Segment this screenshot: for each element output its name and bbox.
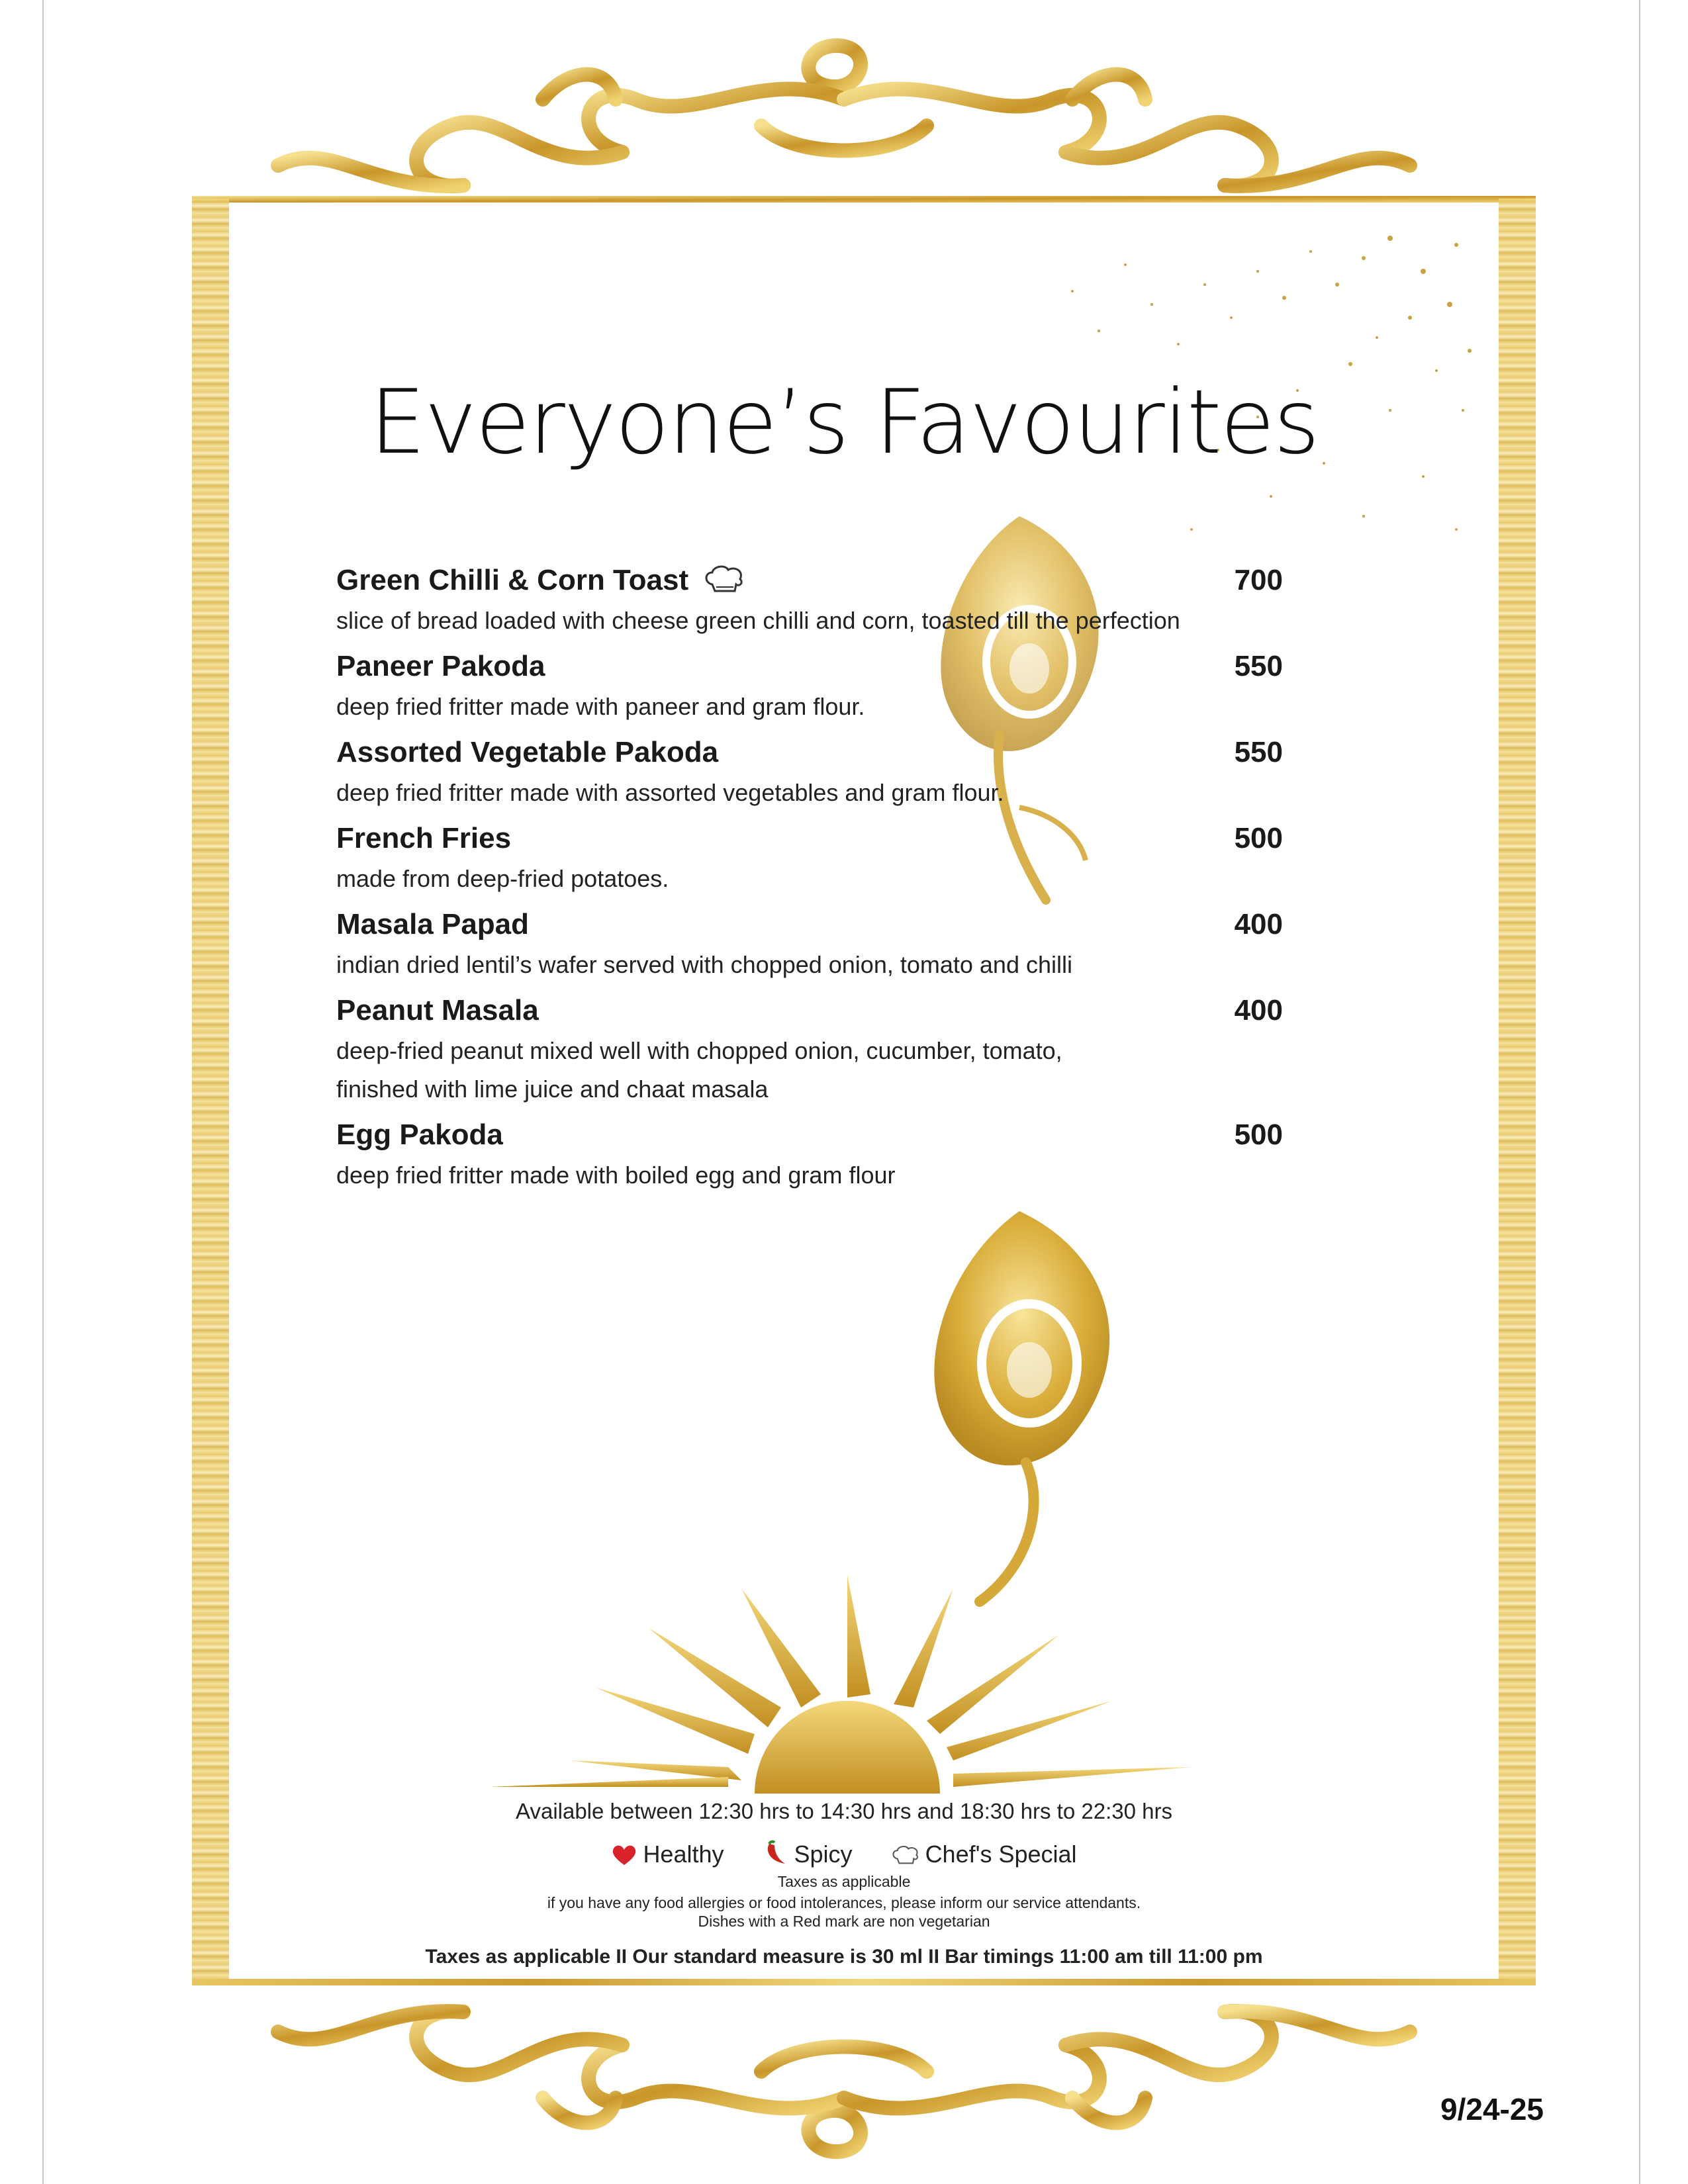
page-title: Everyone’s Favourites <box>369 371 1319 474</box>
item-price: 400 <box>1234 908 1283 940</box>
item-description: indian dried lentil’s wafer served with chopped onion, tomato and chilli <box>336 951 1072 978</box>
legend <box>0 1840 1688 1868</box>
legend-chef-special: Chef's Special <box>891 1841 1077 1868</box>
legend-healthy: Healthy <box>611 1841 730 1868</box>
red-mark-note: Dishes with a Red mark are non vegetarian <box>698 1913 990 1930</box>
item-name: Peanut Masala <box>336 994 539 1026</box>
item-price: 700 <box>1234 564 1283 596</box>
heart-icon <box>611 1844 637 1866</box>
chef-hat-icon <box>703 565 745 594</box>
sun-decoration <box>490 1575 1205 1794</box>
item-description: slice of bread loaded with cheese green chilli and corn, toasted till the perfection <box>336 607 1180 634</box>
availability-note: Available between 12:30 hrs to 14:30 hrs and 18:30 hrs to 22:30 hrs <box>516 1799 1172 1823</box>
menu-item <box>336 559 1283 640</box>
bottom-ornament <box>0 1979 1688 2177</box>
item-price: 500 <box>1234 1118 1283 1151</box>
item-name: Green Chilli & Corn Toast <box>336 564 689 596</box>
menu-item <box>336 731 1283 812</box>
legend-spicy: Spicy <box>763 1841 859 1868</box>
item-description-continued: finished with lime juice and chaat masala <box>336 1075 769 1103</box>
menu-item <box>336 903 1283 984</box>
menu-item <box>336 989 1283 1109</box>
item-name: Assorted Vegetable Pakoda <box>336 736 719 768</box>
item-price: 550 <box>1234 650 1283 682</box>
item-description: deep fried fritter made with boiled egg and gram flour <box>336 1161 896 1189</box>
item-price: 500 <box>1234 822 1283 854</box>
chilli-icon <box>763 1840 789 1866</box>
menu-item <box>336 817 1283 898</box>
menu-item <box>336 1114 1283 1195</box>
taxes-note: Taxes as applicable <box>777 1873 911 1890</box>
peacock-feather-decoration <box>874 1198 1152 1608</box>
item-name: Egg Pakoda <box>336 1118 503 1151</box>
item-name: French Fries <box>336 822 512 854</box>
menu-item <box>336 645 1283 726</box>
item-description: made from deep-fried potatoes. <box>336 865 669 892</box>
chef-hat-icon <box>891 1844 920 1866</box>
bar-timings-note: Taxes as applicable II Our standard measure is 30 ml II Bar timings 11:00 am till 11:00 pm <box>425 1946 1263 1968</box>
menu-list <box>336 559 1283 1195</box>
page-code: 9/24-25 <box>1440 2092 1544 2126</box>
item-price: 400 <box>1234 994 1283 1026</box>
item-description: deep fried fritter made with paneer and gram flour. <box>336 693 865 720</box>
top-ornament <box>0 26 1688 205</box>
item-description: deep fried fritter made with assorted vegetables and gram flour. <box>336 779 1004 806</box>
item-price: 550 <box>1234 736 1283 768</box>
item-name: Masala Papad <box>336 908 530 940</box>
item-name: Paneer Pakoda <box>336 650 545 682</box>
allergy-note: if you have any food allergies or food intolerances, please inform our service attendants. <box>547 1894 1141 1911</box>
item-description: deep-fried peanut mixed well with chopped onion, cucumber, tomato, <box>336 1037 1062 1064</box>
